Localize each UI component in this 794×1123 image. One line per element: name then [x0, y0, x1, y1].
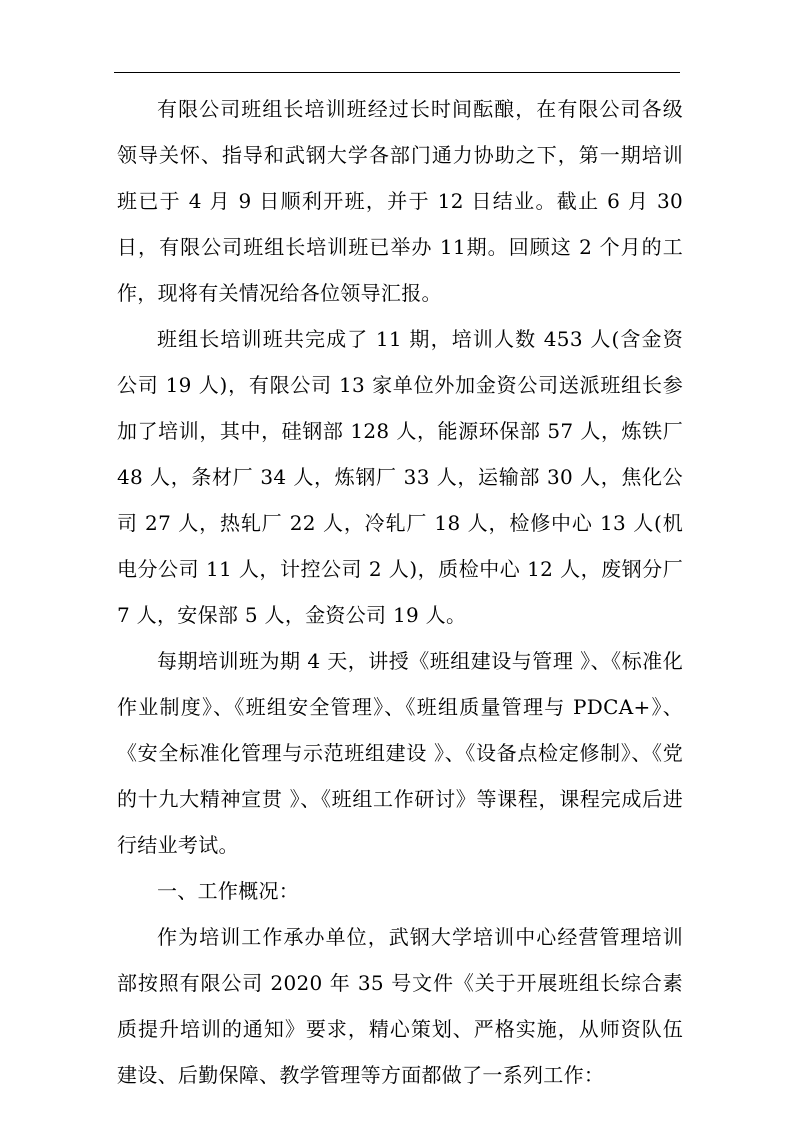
section-heading: 一、工作概况： — [157, 879, 300, 903]
paragraph-intro: 有限公司班组长培训班经过长时间酝酿，在有限公司各级领导关怀、指导和武钢大学各部门通力协助之下，第一期培训班已于 4 月 9 日顺利开班，并于 12 日结业。截止 6 月 30 日，有限公司班组长培训班已举办 11期。回顾这 2 个月的工作，现将有关情况给各位领导汇报。 — [117, 97, 683, 305]
paragraph-work-summary: 作为培训工作承办单位，武钢大学培训中心经营管理培训部按照有限公司 2020 年 35 号文件《关于开展班组长综合素质提升培训的通知》要求，精心策划、严格实施，从师资队伍建设、后勤保障、教学管理等方面都做了一系列工作： — [117, 925, 683, 1087]
header-rule — [114, 72, 680, 73]
document-body — [117, 86, 683, 1098]
paragraph-courses: 每期培训班为期 4 天，讲授《班组建设与管理 》、《标准化作业制度》、《班组安全管理》、《班组质量管理与 PDCA+》、《安全标准化管理与示范班组建设 》、《设备点检定修制》、《党的十九大精神宣贯 》、《班组工作研讨》等课程，课程完成后进行结业考试。 — [117, 649, 683, 857]
paragraph-participants: 班组长培训班共完成了 11 期，培训人数 453 人(含金资公司 19 人)，有限公司 13 家单位外加金资公司送派班组长参加了培训，其中，硅钢部 128 人，能源环保部 57 人，炼铁厂 48 人，条材厂 34 人，炼钢厂 33 人，运输部 30 人，焦化公司 27 人，热轧厂 22 人，冷轧厂 18 人，检修中心 13 人(机电分公司 11 人，计控公司 2 人)，质检中心 12 人，废钢分厂 7 人，安保部 5 人，金资公司 19 人。 — [117, 327, 683, 627]
